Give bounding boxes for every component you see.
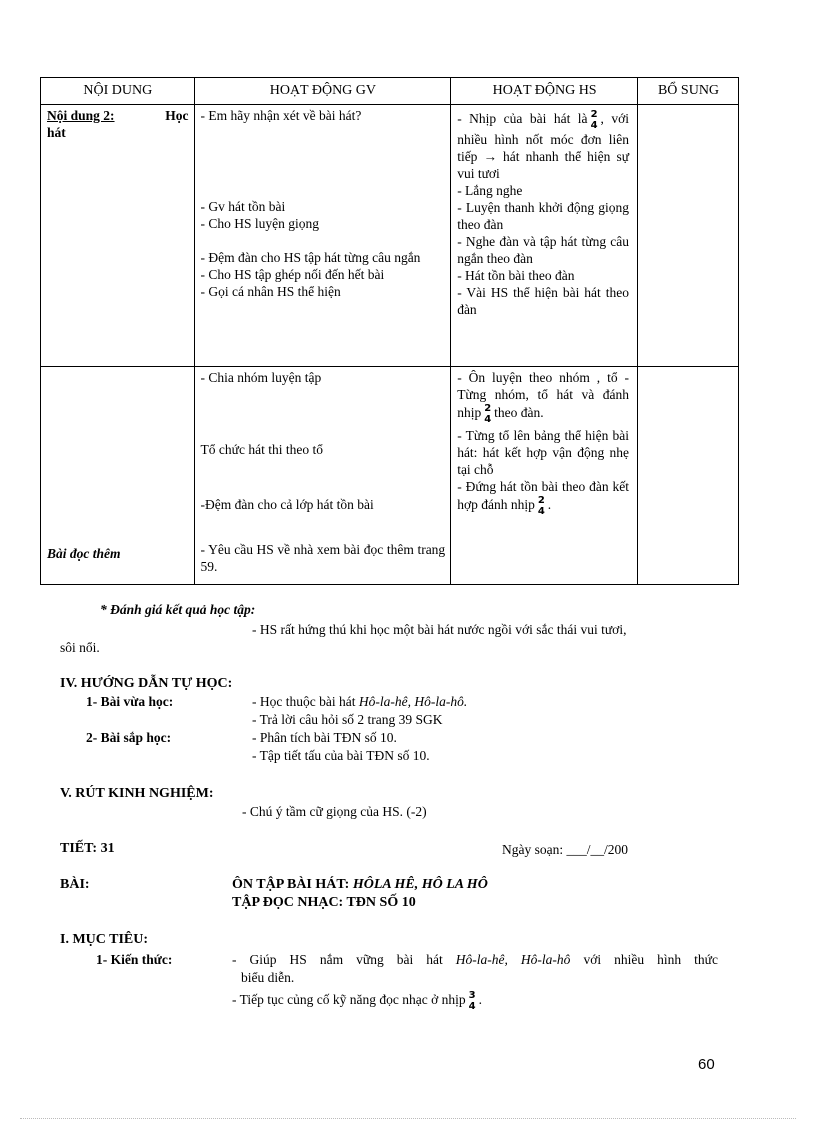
section-1-line-3	[232, 990, 482, 1012]
hs-line: - Lắng nghe	[457, 183, 523, 198]
bo-sung-cell	[638, 105, 739, 367]
hs-meter-prefix: - Nhịp của bài hát là	[457, 111, 588, 127]
section-4-sub2-label: 2- Bài sắp học:	[86, 730, 172, 745]
gv-line: - Gv hát tồn bài	[200, 199, 286, 214]
section-4-title: IV. HƯỚNG DẪN TỰ HỌC:	[60, 676, 233, 691]
lesson-title-line-2: TẬP ĐỌC NHẠC: TĐN SỐ 10	[232, 895, 416, 910]
song-title: Hô-la-hê, Hô-la-hô.	[358, 694, 468, 709]
text: .	[478, 992, 482, 1008]
hs-line-group-practice	[457, 369, 629, 425]
hs-meter-line	[457, 109, 629, 182]
gv-line: - Gọi cá nhân HS thể hiện	[200, 284, 341, 299]
gv-line: - Cho HS luyện giọng	[200, 216, 320, 231]
text: - Giúp HS nắm vững bài hát	[232, 952, 443, 967]
content-label-rest-1: Học	[165, 108, 189, 123]
bai-label: BÀI:	[60, 877, 90, 892]
hs-line: - Nghe đàn và tập hát từng câu ngắn theo đàn	[457, 234, 630, 266]
section-4-sub1-line1	[252, 694, 467, 710]
header-hoat-dong-hs: HOẠT ĐỘNG HS	[451, 78, 638, 105]
lesson-title-line-1	[232, 877, 488, 893]
section-1-line-1	[232, 952, 718, 968]
assessment-line-2: sôi nổi.	[60, 640, 100, 655]
hs-line: - Từng tổ lên bảng thể hiện bài hát: hát kết hợp vận động nhẹ tại chỗ	[457, 428, 630, 477]
content-label-rest-2: hát	[47, 125, 66, 140]
table-row	[41, 367, 739, 585]
gv-line: Tổ chức hát thi theo tổ	[200, 442, 323, 457]
content-label: Nội dung 2:	[47, 108, 115, 123]
gv-line: - Cho HS tập ghép nối đến hết bài	[200, 267, 385, 282]
tiet-label: TIẾT: 31	[60, 841, 115, 856]
section-4-sub2-line1: - Phân tích bài TĐN số 10.	[252, 730, 397, 745]
date-label: Ngày soạn: ___/__/200	[502, 842, 628, 857]
time-signature-2-4: 2 4	[537, 495, 545, 517]
text: - Tiếp tục củng cố kỹ năng đọc nhạc ở nhịp	[232, 992, 466, 1008]
content-cell	[41, 105, 195, 367]
text: với nhiều hình thức	[583, 952, 718, 967]
hs-line-suffix: .	[547, 497, 552, 513]
section-4-sub1-label: 1- Bài vừa học:	[86, 694, 174, 709]
header-bo-sung: BỔ SUNG	[638, 78, 739, 105]
section-1-title: I. MỤC TIÊU:	[60, 932, 149, 947]
section-5-title: V. RÚT KINH NGHIỆM:	[60, 786, 214, 801]
header-noi-dung: NỘI DUNG	[41, 78, 195, 105]
hs-line: - Vài HS thể hiện bài hát theo đàn	[457, 285, 630, 317]
lesson-activity-table	[40, 77, 739, 585]
gv-line: - Đệm đàn cho HS tập hát từng câu ngắn	[200, 250, 421, 265]
gv-line: - Yêu cầu HS về nhà xem bài đọc thêm trang 59.	[200, 542, 446, 574]
text: - Học thuộc bài hát	[252, 694, 356, 709]
hs-line-sing-together	[457, 478, 629, 517]
assessment-line-1: - HS rất hứng thú khi học một bài hát nước ngồi với sắc thái vui tươi,	[252, 622, 627, 637]
page-number: 60	[698, 1056, 715, 1073]
hs-meter-suffix: , với nhiều hình nốt móc đơn liên tiếp → hát nhanh thể hiện sự vui tươi	[457, 111, 630, 181]
table-row	[41, 105, 739, 367]
text: ÔN TẬP BÀI HÁT:	[232, 877, 350, 892]
hs-activity-cell	[451, 105, 638, 367]
hs-line: - Đứng hát tồn bài theo đàn kết hợp đánh nhịp	[457, 479, 630, 513]
assessment-title: * Đánh giá kết quả học tập:	[100, 602, 256, 617]
hs-line: - Hát tồn bài theo đàn	[457, 268, 575, 283]
header-hoat-dong-gv: HOẠT ĐỘNG GV	[194, 78, 451, 105]
song-title: HÔLA HÊ, HÔ LA HÔ	[352, 877, 488, 892]
gv-line: - Em hãy nhận xét về bài hát?	[200, 108, 362, 123]
section-5-line-1: - Chú ý tầm cữ giọng của HS. (-2)	[242, 804, 427, 819]
bai-doc-them-label: Bài đọc thêm	[47, 546, 121, 561]
time-signature-2-4: 2 4	[484, 403, 492, 425]
hs-line: - Luyện thanh khởi động giọng theo đàn	[457, 200, 630, 232]
section-4-sub1-line2: - Trả lời câu hỏi số 2 trang 39 SGK	[252, 712, 443, 727]
table-header-row	[41, 78, 739, 105]
gv-activity-cell	[194, 105, 451, 367]
page-bottom-divider	[20, 1118, 796, 1119]
section-1-sub-label: 1- Kiến thức:	[96, 952, 173, 967]
hs-line-suffix: theo đàn.	[494, 405, 544, 421]
gv-line: -Đệm đàn cho cả lớp hát tồn bài	[200, 497, 374, 512]
time-signature-2-4: 2 4	[590, 109, 598, 131]
hs-line: - Ôn luyện theo nhóm , tổ - Từng nhóm, tổ hát và đánh nhịp	[457, 370, 630, 421]
section-1-line-2: biểu diễn.	[241, 970, 295, 985]
hs-activity-cell-2	[451, 367, 638, 585]
bo-sung-cell-2	[638, 367, 739, 585]
content-cell-2	[41, 367, 195, 585]
time-signature-3-4: 3 4	[468, 990, 476, 1012]
song-title: Hô-la-hê, Hô-la-hô	[455, 952, 571, 967]
gv-line: - Chia nhóm luyện tập	[200, 370, 322, 385]
section-4-sub2-line2: - Tập tiết tấu của bài TĐN số 10.	[252, 748, 430, 763]
gv-activity-cell-2	[194, 367, 451, 585]
